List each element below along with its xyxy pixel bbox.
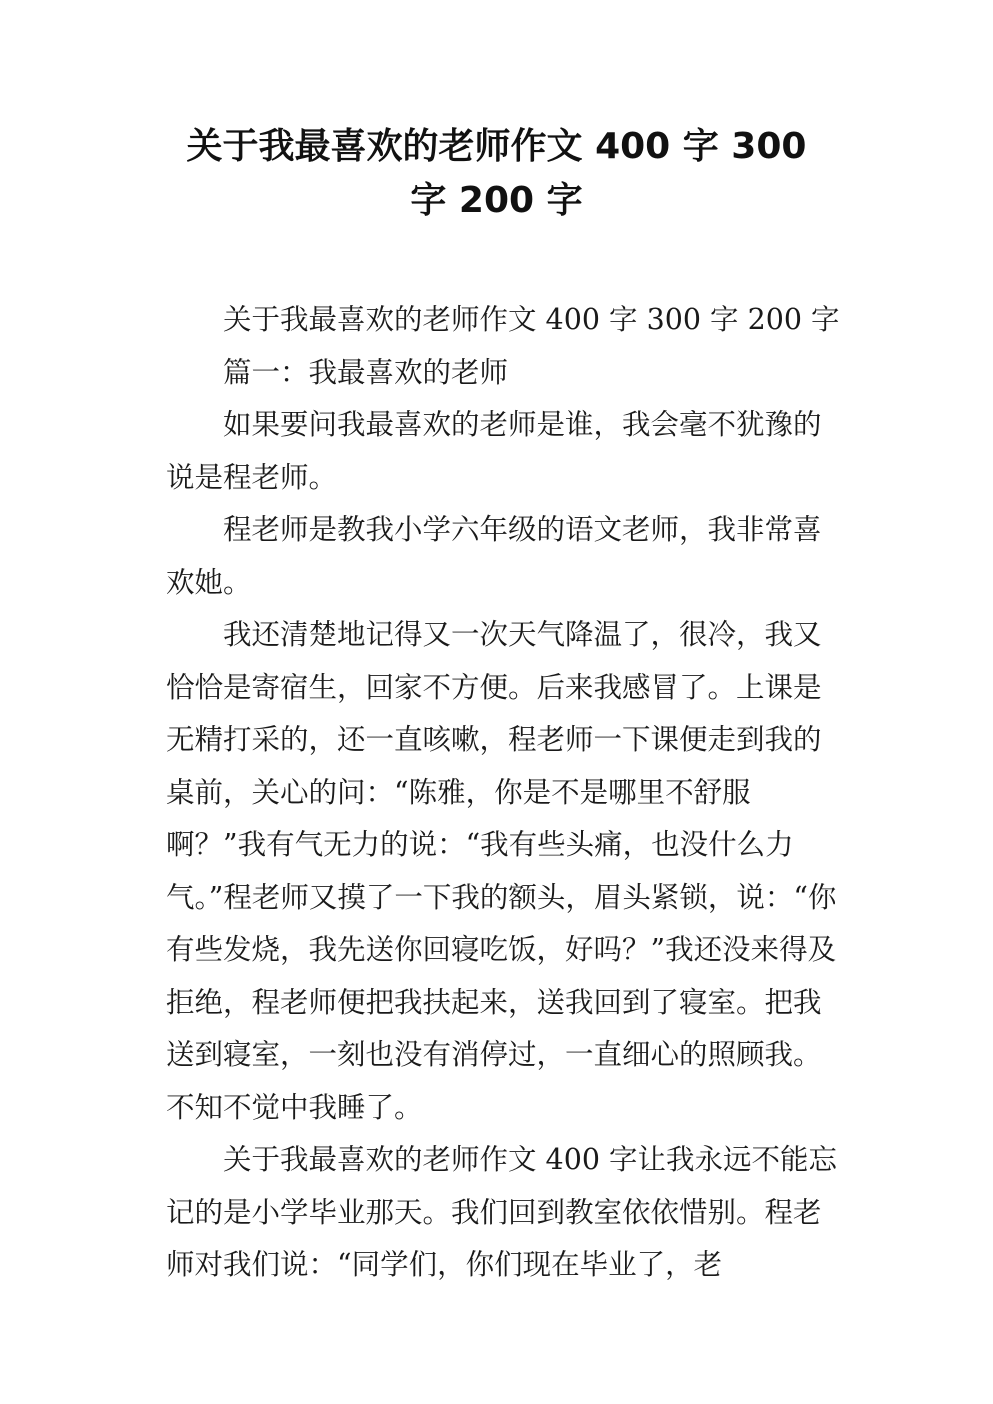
paragraph-section-heading: 篇一：我最喜欢的老师	[223, 355, 509, 389]
document-title-line-2: 字 200 字	[410, 180, 583, 221]
document-title-line-1: 关于我最喜欢的老师作文 400 字 300	[186, 126, 807, 167]
paragraph: 关于我最喜欢的老师作文 400 字让我永远不能忘记的是小学毕业那天。我们回到教室依依惜别。程老师对我们说：“同学们，你们现在毕业了，老	[166, 1143, 838, 1281]
paragraph: 如果要问我最喜欢的老师是谁，我会毫不犹豫的说是程老师。	[166, 408, 822, 494]
paragraph-subtitle: 关于我最喜欢的老师作文 400 字 300 字 200 字	[223, 303, 840, 336]
paragraph: 我还清楚地记得又一次天气降温了，很冷，我又恰恰是寄宿生，回家不方便。后来我感冒了。上课是无精打采的，还一直咳嗽，程老师一下课便走到我的桌前，关心的问：“陈雅，你是不是哪里不舒服啊？”我有气无力的说：“我有些头痛，也没什么力气。”程老师又摸了一下我的额头，眉头紧锁，说：“你有些发烧，我先送你回寝吃饭，好吗？”我还没来得及拒绝，程老师便把我扶起来，送我回到了寝室。把我送到寝室，一刻也没有消停过，一直细心的照顾我。不知不觉中我睡了。	[166, 618, 837, 1124]
paragraph: 程老师是教我小学六年级的语文老师，我非常喜欢她。	[166, 513, 822, 599]
document-title	[150, 120, 843, 228]
document-body	[166, 294, 846, 1292]
